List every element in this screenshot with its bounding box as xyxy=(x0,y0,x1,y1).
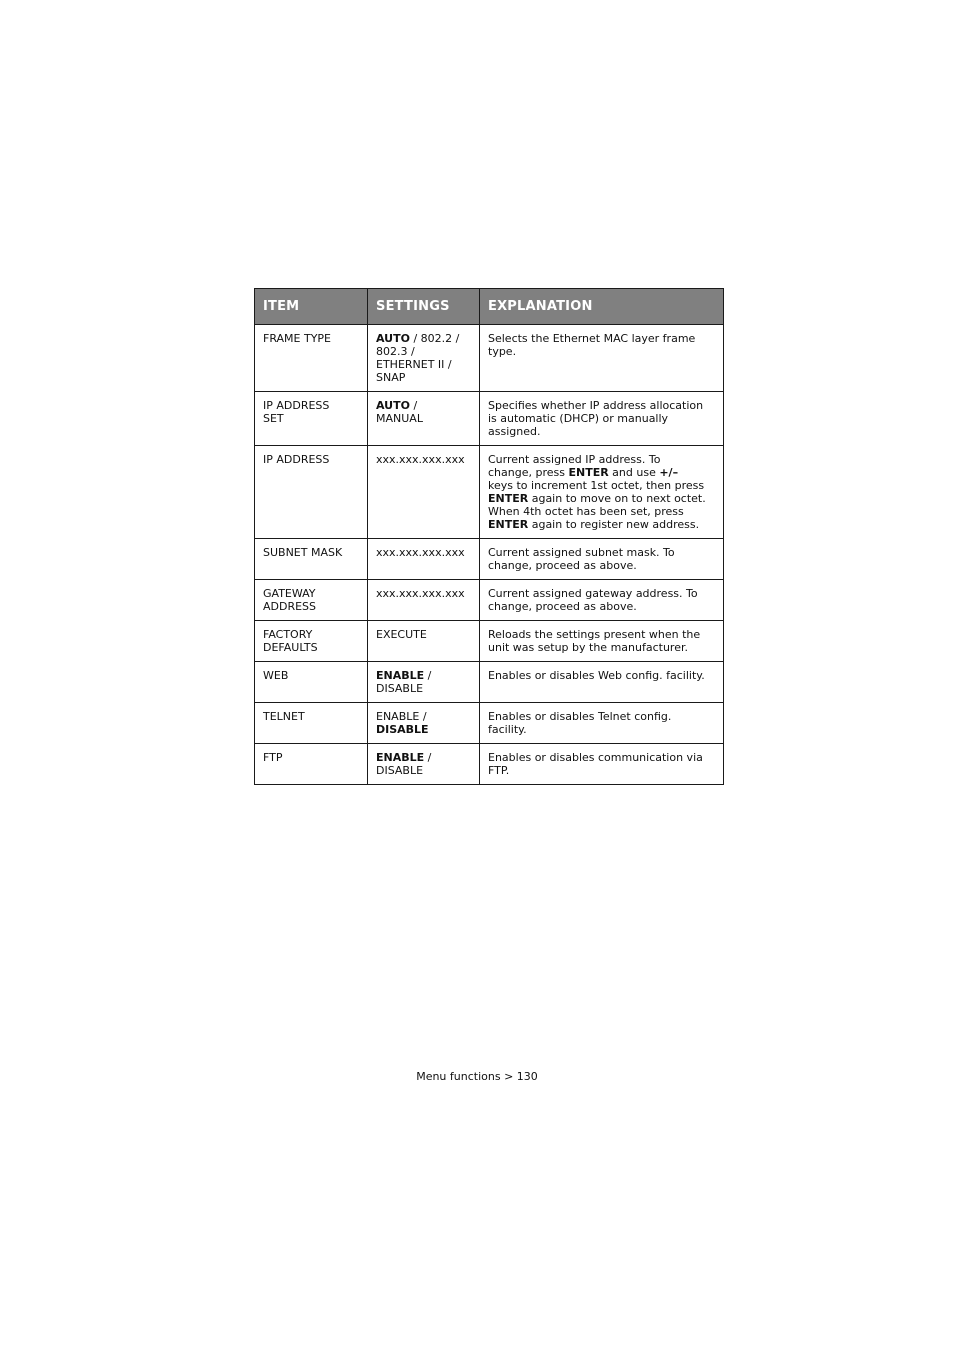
settings-line xyxy=(376,345,471,358)
explanation-cell xyxy=(480,744,724,785)
item-cell xyxy=(255,662,368,703)
explanation-line xyxy=(488,559,715,572)
text-segment: type. xyxy=(488,345,517,358)
item-cell xyxy=(255,446,368,539)
explanation-line xyxy=(488,710,715,723)
explanation-cell xyxy=(480,703,724,744)
item-cell xyxy=(255,621,368,662)
text-segment: xxx.xxx.xxx.xxx xyxy=(376,546,465,559)
text-segment: again to move on to next octet. xyxy=(528,492,706,505)
settings-line xyxy=(376,371,471,384)
text-segment: xxx.xxx.xxx.xxx xyxy=(376,453,465,466)
explanation-line xyxy=(488,641,715,654)
settings-line xyxy=(376,332,471,345)
item-text: SUBNET MASK xyxy=(263,546,343,559)
settings-cell xyxy=(368,446,480,539)
explanation-line xyxy=(488,492,715,505)
explanation-line xyxy=(488,345,715,358)
bold-term: ENTER xyxy=(488,492,529,505)
table-row xyxy=(255,539,724,580)
explanation-line xyxy=(488,332,715,345)
item-text: TELNET xyxy=(263,710,305,723)
item-cell xyxy=(255,580,368,621)
table-row xyxy=(255,703,724,744)
explanation-cell xyxy=(480,621,724,662)
bold-term: AUTO xyxy=(376,399,410,412)
table-row xyxy=(255,392,724,446)
text-segment: DISABLE xyxy=(376,682,424,695)
text-segment: MANUAL xyxy=(376,412,423,425)
bold-term: AUTO xyxy=(376,332,410,345)
explanation-line xyxy=(488,466,715,479)
text-segment: Selects the Ethernet MAC layer frame xyxy=(488,332,696,345)
explanation-line xyxy=(488,425,715,438)
explanation-line xyxy=(488,518,715,531)
text-segment: FTP. xyxy=(488,764,510,777)
explanation-line xyxy=(488,764,715,777)
explanation-cell xyxy=(480,580,724,621)
settings-line xyxy=(376,546,471,559)
explanation-line xyxy=(488,399,715,412)
explanation-cell xyxy=(480,325,724,392)
text-segment: and use xyxy=(608,466,660,479)
settings-line xyxy=(376,764,471,777)
item-text: SET xyxy=(263,412,284,425)
text-segment: facility. xyxy=(488,723,527,736)
text-segment: unit was setup by the manufacturer. xyxy=(488,641,688,654)
text-segment: xxx.xxx.xxx.xxx xyxy=(376,587,465,600)
text-segment: Enables or disables Web config. facility. xyxy=(488,669,705,682)
settings-line xyxy=(376,412,471,425)
settings-line xyxy=(376,682,471,695)
explanation-line xyxy=(488,479,715,492)
item-cell xyxy=(255,703,368,744)
item-cell xyxy=(255,744,368,785)
item-text: FRAME TYPE xyxy=(263,332,332,345)
text-segment: EXECUTE xyxy=(376,628,427,641)
text-segment: change, proceed as above. xyxy=(488,600,637,613)
page-footer: Menu functions > 130 xyxy=(416,1070,538,1083)
table-row xyxy=(255,325,724,392)
item-text: DEFAULTS xyxy=(263,641,318,654)
text-segment: Reloads the settings present when the xyxy=(488,628,701,641)
settings-line xyxy=(376,587,471,600)
settings-line xyxy=(376,358,471,371)
settings-line xyxy=(376,628,471,641)
item-text: ADDRESS xyxy=(263,600,317,613)
bold-term: ENTER xyxy=(568,466,609,479)
table-row xyxy=(255,744,724,785)
item-text: WEB xyxy=(263,669,289,682)
table-row xyxy=(255,580,724,621)
settings-line xyxy=(376,669,471,682)
item-cell xyxy=(255,325,368,392)
settings-line xyxy=(376,453,471,466)
header-explanation: EXPLANATION xyxy=(480,289,724,325)
item-text: FACTORY xyxy=(263,628,313,641)
text-segment: Current assigned subnet mask. To xyxy=(488,546,675,559)
explanation-line xyxy=(488,669,715,682)
text-segment: DISABLE xyxy=(376,764,424,777)
table-header-row xyxy=(255,289,724,325)
text-segment: Enables or disables communication via xyxy=(488,751,703,764)
text-segment: Current assigned IP address. To xyxy=(488,453,661,466)
text-segment: assigned. xyxy=(488,425,541,438)
text-segment: / 802.2 / xyxy=(409,332,460,345)
text-segment: ENABLE / xyxy=(376,710,427,723)
text-segment: keys to increment 1st octet, then press xyxy=(488,479,705,492)
explanation-line xyxy=(488,412,715,425)
explanation-cell xyxy=(480,662,724,703)
settings-cell xyxy=(368,539,480,580)
settings-cell xyxy=(368,621,480,662)
settings-line xyxy=(376,710,471,723)
bold-term: DISABLE xyxy=(376,723,429,736)
table-row xyxy=(255,662,724,703)
explanation-cell xyxy=(480,392,724,446)
text-segment: When 4th octet has been set, press xyxy=(488,505,684,518)
text-segment: 802.3 / xyxy=(376,345,415,358)
item-text: GATEWAY xyxy=(263,587,316,600)
item-text: IP ADDRESS xyxy=(263,399,330,412)
text-segment: Enables or disables Telnet config. xyxy=(488,710,672,723)
bold-term: +/– xyxy=(659,466,679,479)
settings-line xyxy=(376,723,471,736)
settings-cell xyxy=(368,744,480,785)
item-text: IP ADDRESS xyxy=(263,453,330,466)
text-segment: again to register new address. xyxy=(528,518,700,531)
explanation-line xyxy=(488,505,715,518)
explanation-line xyxy=(488,628,715,641)
network-settings-table xyxy=(254,288,724,785)
explanation-line xyxy=(488,453,715,466)
item-cell xyxy=(255,539,368,580)
table-row xyxy=(255,446,724,539)
explanation-line xyxy=(488,587,715,600)
settings-line xyxy=(376,751,471,764)
text-segment: Current assigned gateway address. To xyxy=(488,587,698,600)
explanation-line xyxy=(488,600,715,613)
header-settings: SETTINGS xyxy=(368,289,480,325)
text-segment: / xyxy=(424,751,432,764)
explanation-line xyxy=(488,751,715,764)
table-row xyxy=(255,621,724,662)
explanation-line xyxy=(488,723,715,736)
bold-term: ENTER xyxy=(488,518,529,531)
table-body xyxy=(255,325,724,785)
explanation-cell xyxy=(480,446,724,539)
text-segment: is automatic (DHCP) or manually xyxy=(488,412,669,425)
header-item: ITEM xyxy=(255,289,368,325)
text-segment: / xyxy=(424,669,432,682)
settings-cell xyxy=(368,580,480,621)
text-segment: change, press xyxy=(488,466,569,479)
bold-term: ENABLE xyxy=(376,751,425,764)
text-segment: / xyxy=(409,399,418,412)
text-segment: ETHERNET II / xyxy=(376,358,452,371)
settings-line xyxy=(376,399,471,412)
settings-cell xyxy=(368,392,480,446)
settings-cell xyxy=(368,703,480,744)
item-text: FTP xyxy=(263,751,283,764)
settings-cell xyxy=(368,662,480,703)
text-segment: change, proceed as above. xyxy=(488,559,637,572)
settings-cell xyxy=(368,325,480,392)
text-segment: Specifies whether IP address allocation xyxy=(488,399,704,412)
explanation-line xyxy=(488,546,715,559)
bold-term: ENABLE xyxy=(376,669,425,682)
explanation-cell xyxy=(480,539,724,580)
text-segment: SNAP xyxy=(376,371,406,384)
item-cell xyxy=(255,392,368,446)
